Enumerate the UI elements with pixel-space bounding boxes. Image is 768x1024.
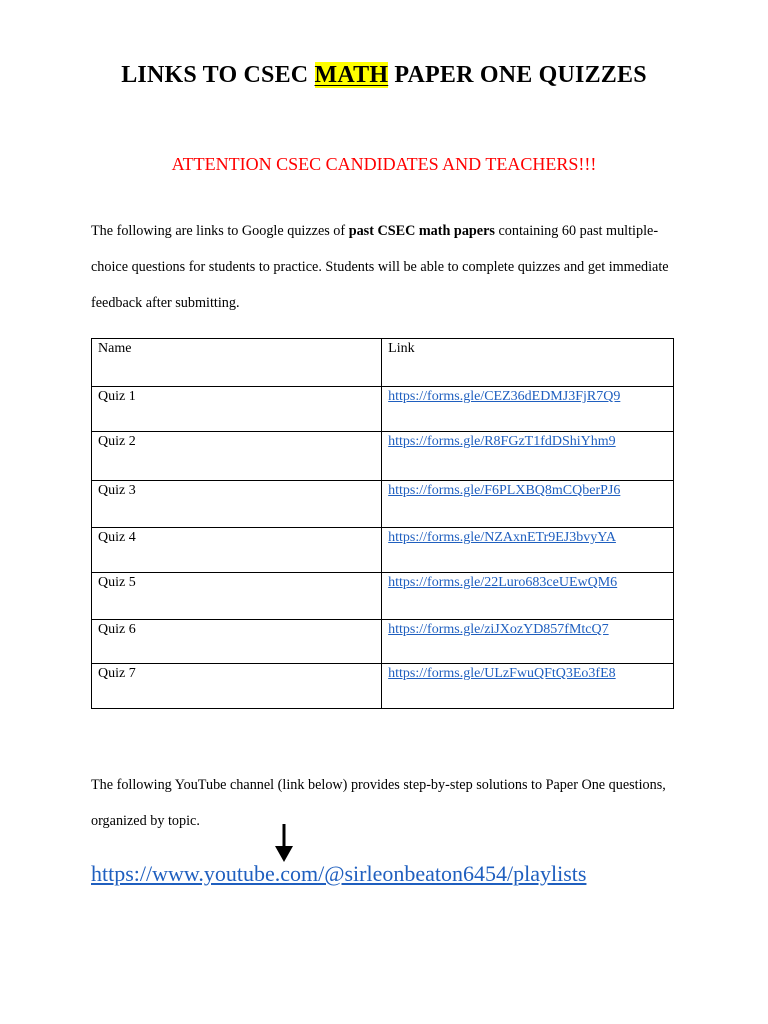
arrow-down-icon: [274, 824, 294, 862]
title-suffix: PAPER ONE QUIZZES: [388, 62, 647, 88]
quiz-name: Quiz 2: [92, 432, 382, 481]
quiz-link[interactable]: https://forms.gle/22Luro683ceUEwQM6: [388, 575, 618, 590]
quiz-link-cell: [382, 620, 674, 664]
quiz-link[interactable]: https://forms.gle/CEZ36dEDMJ3FjR7Q9: [388, 389, 621, 404]
quiz-name: Quiz 6: [92, 620, 382, 664]
quiz-name: Quiz 1: [92, 387, 382, 432]
youtube-playlist-link[interactable]: https://www.youtube.com/@sirleonbeaton6454/playlists: [91, 861, 587, 886]
quiz-name: Quiz 3: [92, 481, 382, 528]
quiz-link[interactable]: https://forms.gle/ULzFwuQFtQ3Eo3fE8: [388, 666, 616, 681]
quiz-link[interactable]: https://forms.gle/F6PLXBQ8mCQberPJ6: [388, 483, 621, 498]
intro-text-end: containing 60 past multiple-choice questions for students to practice. Students will be able to complete quizzes and get immediate feedback after submitting.: [91, 223, 669, 311]
table-row: [92, 620, 674, 664]
intro-bold-text: past CSEC math papers: [348, 223, 495, 239]
title-highlight: MATH: [314, 62, 389, 88]
table-header-row: [92, 339, 674, 387]
table-row: [92, 387, 674, 432]
quiz-links-table: [91, 338, 674, 709]
title-prefix: LINKS TO CSEC: [121, 62, 315, 88]
quiz-link-cell: [382, 481, 674, 528]
attention-banner: ATTENTION CSEC CANDIDATES AND TEACHERS!!!: [171, 154, 597, 174]
quiz-link-cell: [382, 432, 674, 481]
quiz-link-cell: [382, 528, 674, 573]
table-row: [92, 664, 674, 709]
quiz-link-cell: [382, 664, 674, 709]
intro-paragraph: [91, 213, 681, 321]
quiz-link[interactable]: https://forms.gle/R8FGzT1fdDShiYhm9: [388, 434, 616, 449]
header-name: Name: [92, 339, 382, 387]
youtube-description: The following YouTube channel (link below) provides step-by-step solutions to Paper One questions, organized by topic.: [91, 777, 666, 829]
quiz-name: Quiz 5: [92, 573, 382, 620]
page-title: [0, 62, 768, 89]
table-row: [92, 573, 674, 620]
intro-text-start: The following are links to Google quizzes of: [91, 223, 349, 239]
quiz-name: Quiz 7: [92, 664, 382, 709]
table-row: [92, 481, 674, 528]
table-row: [92, 528, 674, 573]
quiz-link-cell: [382, 387, 674, 432]
quiz-link[interactable]: https://forms.gle/ziJXozYD857fMtcQ7: [388, 622, 609, 637]
header-link: Link: [382, 339, 674, 387]
quiz-link[interactable]: https://forms.gle/NZAxnETr9EJ3bvyYA: [388, 530, 616, 545]
table-row: [92, 432, 674, 481]
quiz-name: Quiz 4: [92, 528, 382, 573]
quiz-link-cell: [382, 573, 674, 620]
